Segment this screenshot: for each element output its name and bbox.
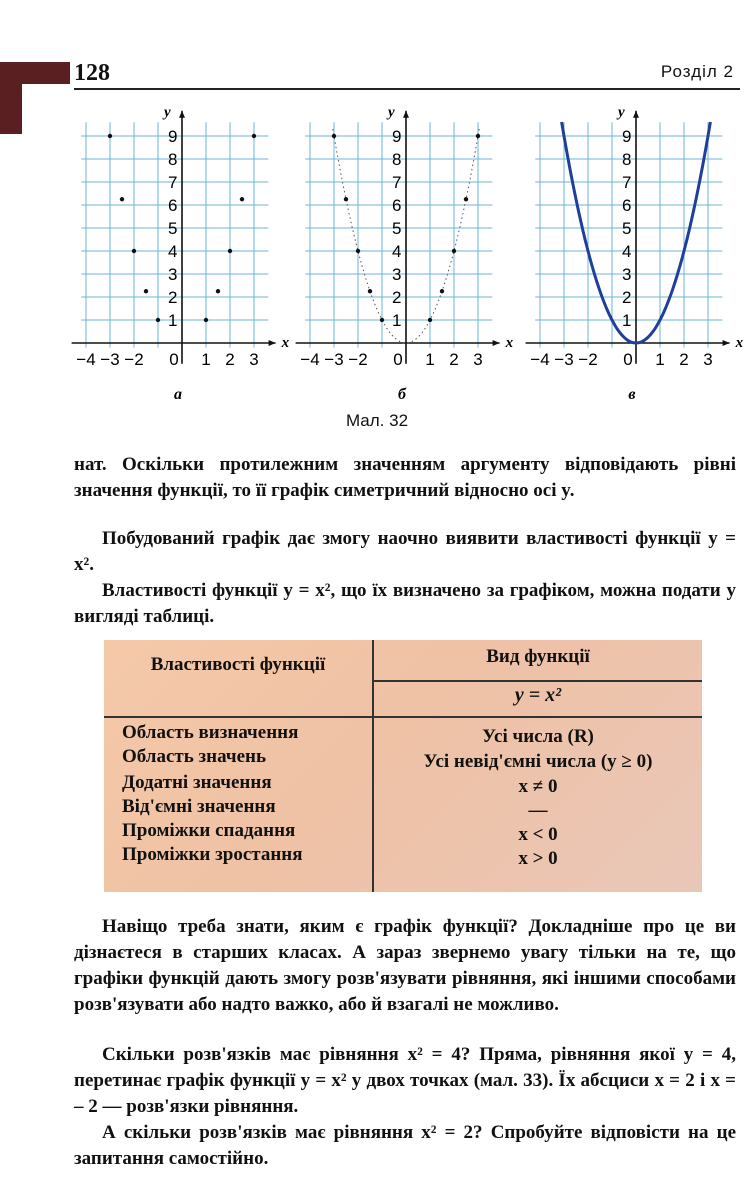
x-axis-arrow [269,340,276,346]
y-tick-label: 7 [622,173,632,192]
table-row-value: x < 0 [518,824,558,845]
y-axis-arrow [633,111,639,118]
table-row-value: Усі невід'ємні числа (y ≥ 0) [423,751,653,772]
paragraph-1 [74,452,736,504]
y-tick-label: 3 [622,265,632,284]
table-row-property: Від'ємні значення [122,796,276,817]
table-row-value: x ≠ 0 [518,776,558,797]
x-tick-label: −3 [100,350,120,369]
y-axis-arrow [179,111,185,118]
y-axis-arrow [403,111,409,118]
panel-label: в [628,386,636,403]
table-row-property: Проміжки зростання [122,844,303,865]
paragraph-2 [74,526,736,578]
x-tick-label: −2 [124,350,144,369]
graphs-svg [60,100,750,440]
y-tick-label: 9 [622,127,632,146]
table-row-value: — [528,800,548,821]
y-tick-label: 5 [168,219,178,238]
paragraph-3-text: Властивості функції y = x², що їх визначено за графіком, можна подати у вигляді таблиці. [74,580,736,627]
table-header-function: y = x² [514,684,562,706]
x-tick-label: 2 [679,350,689,369]
table-row-property: Додатні значення [122,772,272,793]
data-point [452,249,456,253]
paragraph-5-text: Скільки розв'язків має рівняння x² = 4? Пряма, рівняння якої y = 4, перетинає графік функції y = x² у двох точках (мал. 33). Їх абсциси x = 2 і x = – 2 — розв'язки рівняння. [74,1044,736,1117]
header-rule [74,88,740,90]
table-divider-horizontal [104,716,702,718]
paragraph-5 [74,1042,736,1120]
y-tick-label: 7 [392,173,402,192]
data-point [440,289,444,293]
data-point [356,249,360,253]
x-tick-label: 1 [425,350,435,369]
y-tick-label: 6 [622,196,632,215]
page-number: 128 [74,60,110,86]
x-axis-label: x [281,335,290,351]
y-axis-label: y [388,104,395,121]
x-tick-label: 0 [393,350,403,369]
y-tick-label: 6 [168,196,178,215]
properties-table [104,640,702,892]
data-point [380,318,384,322]
x-tick-label: 0 [623,350,633,369]
paragraph-6-text: А скільки розв'язків має рівняння x² = 2? Спробуйте відповісти на це запитання самостійно. [74,1122,736,1169]
y-tick-label: 1 [168,311,178,330]
corner-stub [0,62,22,134]
data-point [344,197,348,201]
data-point [240,197,244,201]
x-tick-label: 3 [249,350,259,369]
x-tick-label: −3 [554,350,574,369]
data-point [216,289,220,293]
paragraph-1-text: нат. Оскільки протилежним значенням аргументу відповідають рівні значення функції, то її графік симетричний відносно осі y. [74,454,736,501]
y-tick-label: 4 [168,242,178,261]
data-point [252,134,256,138]
y-tick-label: 2 [392,288,402,307]
x-axis-label: x [505,335,514,351]
y-tick-label: 9 [392,127,402,146]
x-tick-label: 2 [449,350,459,369]
data-point [368,289,372,293]
data-point [332,134,336,138]
y-tick-label: 6 [392,196,402,215]
x-tick-label: 3 [473,350,483,369]
data-point [132,249,136,253]
x-tick-label: 1 [655,350,665,369]
data-point [476,134,480,138]
data-point [428,318,432,322]
y-tick-label: 7 [168,173,178,192]
x-tick-label: 1 [201,350,211,369]
x-tick-label: −2 [578,350,598,369]
table-header-function-type: Вид функції [486,646,590,667]
table-row-property: Область визначення [122,722,299,743]
table-divider-header [372,680,702,682]
x-axis-label: x [735,335,744,351]
data-point [108,134,112,138]
y-tick-label: 2 [622,288,632,307]
y-tick-label: 2 [168,288,178,307]
figure-32 [60,100,750,440]
paragraph-6 [74,1120,736,1172]
data-point [228,249,232,253]
y-tick-label: 1 [392,311,402,330]
paragraph-3 [74,578,736,630]
data-point [156,318,160,322]
x-tick-label: 0 [169,350,179,369]
panel-label: а [174,386,182,403]
table-header-properties: Властивості функції [150,654,326,675]
panel-label: б [398,386,406,403]
x-tick-label: −4 [300,350,320,369]
data-point [144,289,148,293]
y-tick-label: 8 [622,150,632,169]
y-tick-label: 5 [392,219,402,238]
y-tick-label: 4 [622,242,632,261]
y-tick-label: 4 [392,242,402,261]
y-tick-label: 3 [392,265,402,284]
x-tick-label: 2 [225,350,235,369]
y-axis-label: y [164,104,171,121]
paragraph-4 [74,914,736,1018]
y-tick-label: 1 [622,311,632,330]
data-point [204,318,208,322]
x-axis-arrow [723,340,730,346]
y-tick-label: 5 [622,219,632,238]
table-row-value: Усі числа (R) [482,726,594,747]
y-tick-label: 8 [168,150,178,169]
y-tick-label: 8 [392,150,402,169]
x-tick-label: −3 [324,350,344,369]
x-tick-label: −4 [76,350,96,369]
x-tick-label: −2 [348,350,368,369]
figure-caption: Мал. 32 [345,411,409,430]
x-tick-label: −4 [530,350,550,369]
y-tick-label: 9 [168,127,178,146]
table-row-property: Проміжки спадання [122,820,296,841]
table-row-property: Область значень [122,746,266,767]
table-row-value: x > 0 [518,848,558,869]
x-tick-label: 3 [703,350,713,369]
paragraph-2-text: Побудований графік дає змогу наочно виявити властивості функції y = x². [74,528,736,575]
paragraph-4-text: Навіщо треба знати, яким є графік функції? Докладніше про це ви дізнаєтеся в старших класах. А зараз звернемо увагу тільки на те, що графіки функцій дають змогу розв'язувати рівняння, які іншими способами розв'язувати або надто важко, або й взагалі не можливо. [74,916,736,1015]
data-point [120,197,124,201]
data-point [464,197,468,201]
section-label: Розділ 2 [660,62,734,81]
y-axis-label: y [618,104,625,121]
y-tick-label: 3 [168,265,178,284]
x-axis-arrow [493,340,500,346]
